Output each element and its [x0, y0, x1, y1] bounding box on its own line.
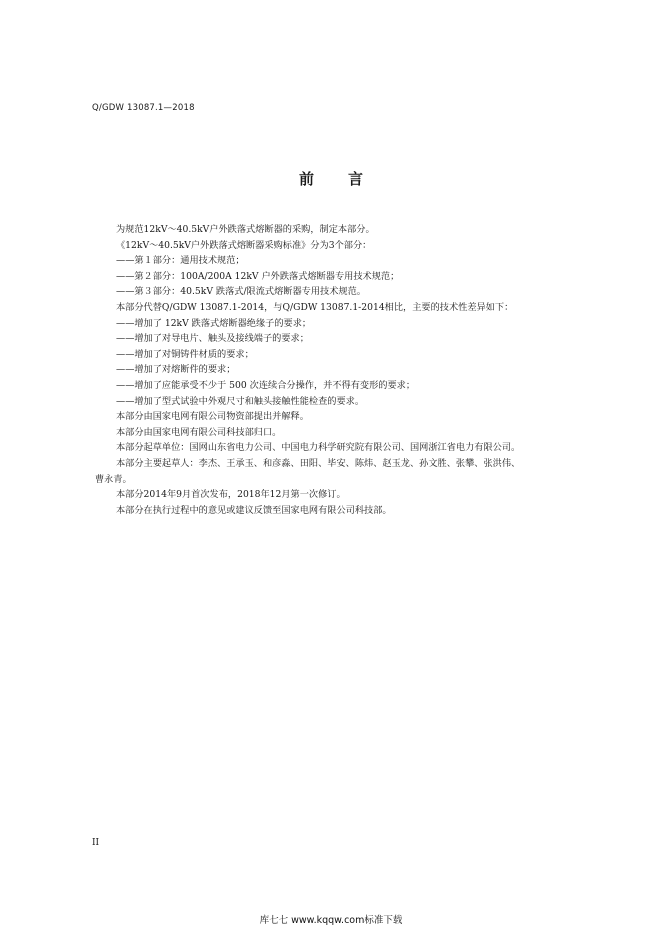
- title-char-1: 前: [298, 170, 314, 188]
- page-title: [0, 168, 662, 189]
- list-item-part-2: ——第２部分：100A/200A 12kV 户外跌落式熔断器专用技术规范；: [116, 270, 400, 282]
- list-item-change-3: ——增加了对铜铸件材质的要求；: [116, 348, 254, 360]
- paragraph-drafters: 本部分主要起草人：李杰、王承玉、和彦淼、田阳、毕安、陈炜、赵玉龙、孙文胜、张攀、张洪伟、: [116, 457, 521, 469]
- page-number: II: [92, 838, 100, 848]
- title-char-2: 言: [348, 170, 364, 188]
- paragraph-drafters-continued: 曹永青。: [95, 473, 132, 485]
- list-item-part-1: ——第１部分：通用技术规范；: [116, 255, 245, 267]
- list-item-change-6: ——增加了型式试验中外观尺寸和触头接触性能检查的要求。: [116, 395, 365, 407]
- list-item-change-4: ——增加了对熔断件的要求；: [116, 364, 236, 376]
- list-item-part-3: ——第３部分：40.5kV 跌落式/限流式熔断器专用技术规范。: [116, 286, 366, 298]
- paragraph-drafting-units: 本部分起草单位：国网山东省电力公司、中国电力科学研究院有限公司、国网浙江省电力有限公司。: [116, 442, 521, 454]
- paragraph-structure: 《12kV～40.5kV户外跌落式熔断器采购标准》分为3个部分：: [116, 239, 372, 251]
- document-code-header: Q/GDW 13087.1—2018: [92, 103, 195, 113]
- foreword-body: [95, 222, 570, 518]
- paragraph-centralized: 本部分由国家电网有限公司科技部归口。: [116, 426, 282, 438]
- paragraph-purpose: 为规范12kV～40.5kV户外跌落式熔断器的采购，制定本部分。: [116, 224, 375, 235]
- list-item-change-5: ——增加了应能承受不少于 500 次连续合分操作，并不得有变形的要求；: [116, 379, 416, 391]
- paragraph-feedback: 本部分在执行过程中的意见或建议反馈至国家电网有限公司科技部。: [116, 504, 392, 516]
- list-item-change-1: ——增加了 12kV 跌落式熔断器绝缘子的要求；: [116, 317, 312, 329]
- paragraph-history: 本部分2014年9月首次发布，2018年12月第一次修订。: [116, 489, 346, 501]
- paragraph-replaces: 本部分代替Q/GDW 13087.1-2014，与Q/GDW 13087.1-2014相比，主要的技术性差异如下：: [116, 301, 514, 313]
- footer-watermark: 库七七 www.kqqw.com标准下载: [259, 915, 403, 926]
- list-item-change-2: ——增加了对导电片、触头及接线端子的要求；: [116, 333, 309, 345]
- paragraph-proposer: 本部分由国家电网有限公司物资部提出并解释。: [116, 411, 309, 423]
